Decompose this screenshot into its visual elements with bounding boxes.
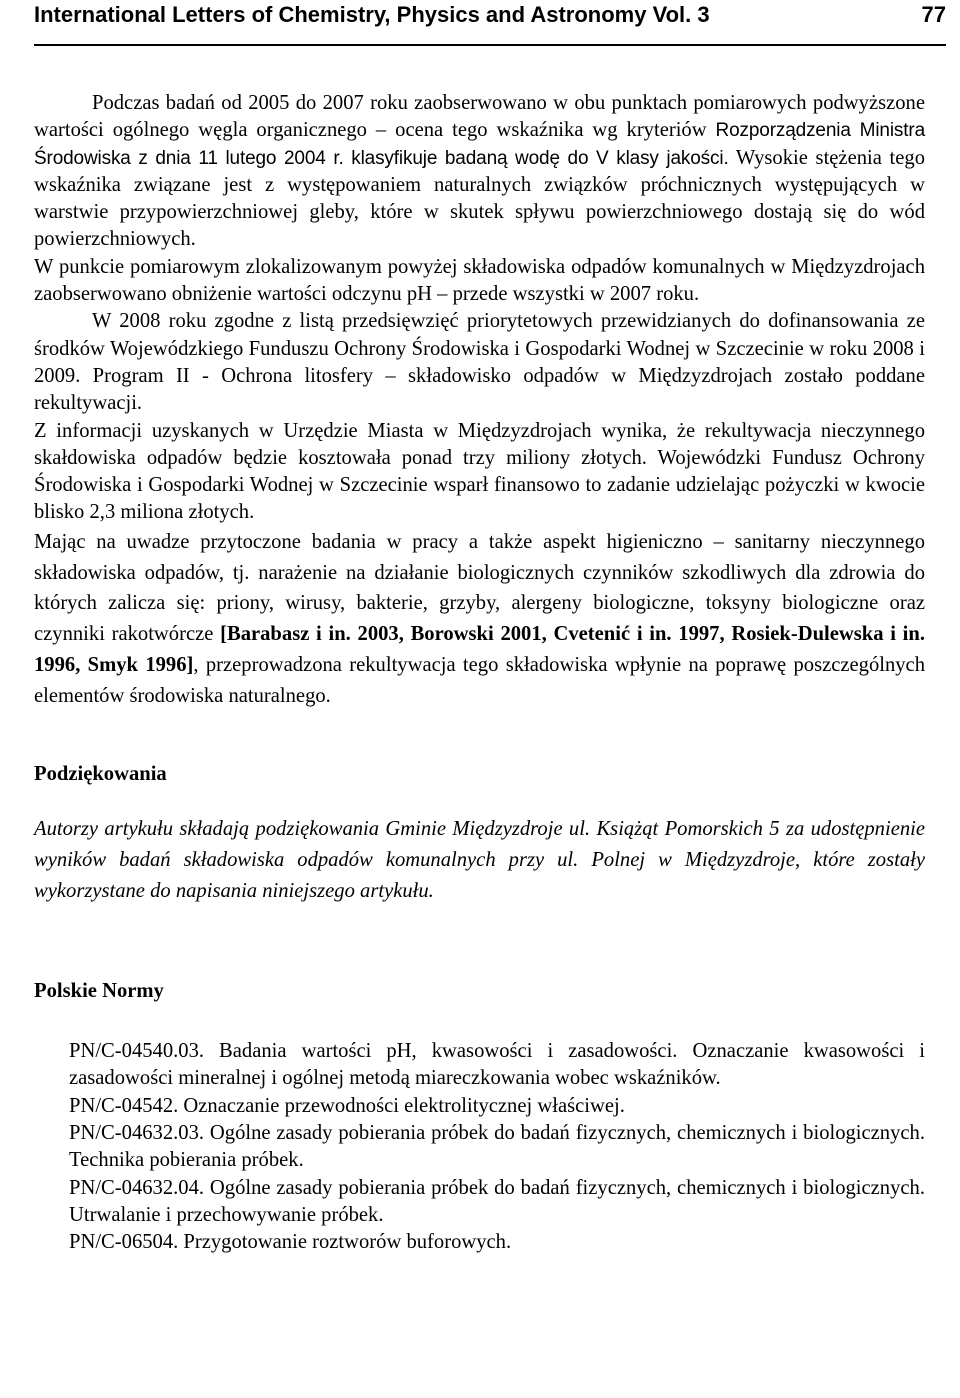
paragraph-toc (34, 90, 925, 254)
norm-item: PN/C-04632.03. Ogólne zasady pobierania próbek do badań fizycznych, chemicznych i biologicznych. Technika pobierania próbek. (69, 1122, 925, 1172)
paragraph-hygiene-text: Mając na uwadze przytoczone badania w pracy a także aspekt higieniczno – sanitarny nieczynnego składowiska odpadów, tj. narażenie na działanie biologicznych czynników szkodliwych dla zdrowia do których zalicza się: priony, wirusy, bakterie, grzyby, alergeny biologiczne, toksyny biologiczne oraz czynniki rakotwórcze (34, 530, 925, 646)
paragraph-hygiene-tail: , przeprowadzona rekultywacja tego składowiska wpłynie na poprawę poszczególnych elementów środowiska naturalnego. (34, 653, 925, 707)
norm-item: PN/C-06504. Przygotowanie roztworów buforowych. (69, 1231, 512, 1254)
norm-item: PN/C-04632.04. Ogólne zasady pobierania próbek do badań fizycznych, chemicznych i biologicznych. Utrwalanie i przechowywanie próbek. (69, 1176, 925, 1226)
norms-list (69, 1038, 925, 1256)
paragraph-funding: Z informacji uzyskanych w Urzędzie Miasta w Międzyzdrojach wynika, że rekultywacja nieczynnego skałdowiska odpadów będzie kosztowała ponad trzy miliony złotych. Wojewódzki Fundusz Ochrony Środowiska i Gospodarki Wodnej w Szczecinie wsparł finansowo to zadanie udzielając pożyczki w kwocie blisko 2,3 miliona złotych. (34, 419, 925, 524)
paragraph-ph: W punkcie pomiarowym zlokalizowanym powyżej składowiska odpadów komunalnych w Międzyzdrojach zaobserwowano obniżenie wartości odczynu pH – przede wszystki w 2007 roku. (34, 255, 925, 306)
paragraph-remediation-plan: W 2008 roku zgodne z listą przedsięwzięć priorytetowych przewidzianych do dofinansowania ze środków Wojewódzkiego Funduszu Ochrony Środowiska i Gospodarki Wodnej w Szczecinie w roku 2008 i 2009. Program II - Ochrona litosfery – składowisko odpadów w Międzyzdrojach zostało poddane rekultywacji. (34, 310, 925, 415)
running-header (34, 0, 946, 46)
acknowledgements-text: Autorzy artykułu składają podziękowania Gminie Międzyzdroje ul. Książąt Pomorskich 5 za udostępnienie wyników badań składowiska odpadów komunalnych przy ul. Polnej w Międzyzdroje, które zostały wykorzystane do napisania niniejszego artykułu. (34, 817, 925, 902)
norm-item: PN/C-04542. Oznaczanie przewodności elektrolitycznej właściwej. (69, 1094, 625, 1117)
article-body (34, 90, 925, 1257)
acknowledgements-heading: Podziękowania (34, 762, 167, 785)
page-number: 77 (921, 2, 946, 27)
paragraph-toc-tail: Wysokie stężenia tego wskaźnika związane jest z występowaniem naturalnych związków próchnicznych występujących w warstwie przypowierzchniowej gleby, które w skutek spływu powierzchniowego dostają się do wód powierzchniowych. (34, 146, 926, 251)
paragraph-toc-text: Podczas badań od 2005 do 2007 roku zaobserwowano w obu punktach pomiarowych podwyższone wartości ogólnego węgla organicznego – ocena tego wskaźnika wg kryteriów (34, 92, 925, 142)
norms-heading: Polskie Normy (34, 979, 164, 1002)
norm-item: PN/C-04540.03. Badania wartości pH, kwasowości i zasadowości. Oznaczanie kwasowości i zasadowości mineralnej i ogólnej metodą miareczkowania wobec wskaźników. (69, 1040, 925, 1090)
citations: [Barabasz i in. 2003, Borowski 2001, Cvetenić i in. 1997, Rosiek-Dulewska i in. 1996, Smyk 1996] (34, 623, 925, 676)
journal-title: International Letters of Chemistry, Physics and Astronomy Vol. 3 (34, 2, 710, 27)
paragraph-toc-regulation: Rozporządzenia Ministra Środowiska z dnia 11 lutego 2004 r. klasyfikuje badaną wodę do V klasy jakości. (34, 120, 925, 169)
paragraph-hygiene (34, 527, 925, 712)
